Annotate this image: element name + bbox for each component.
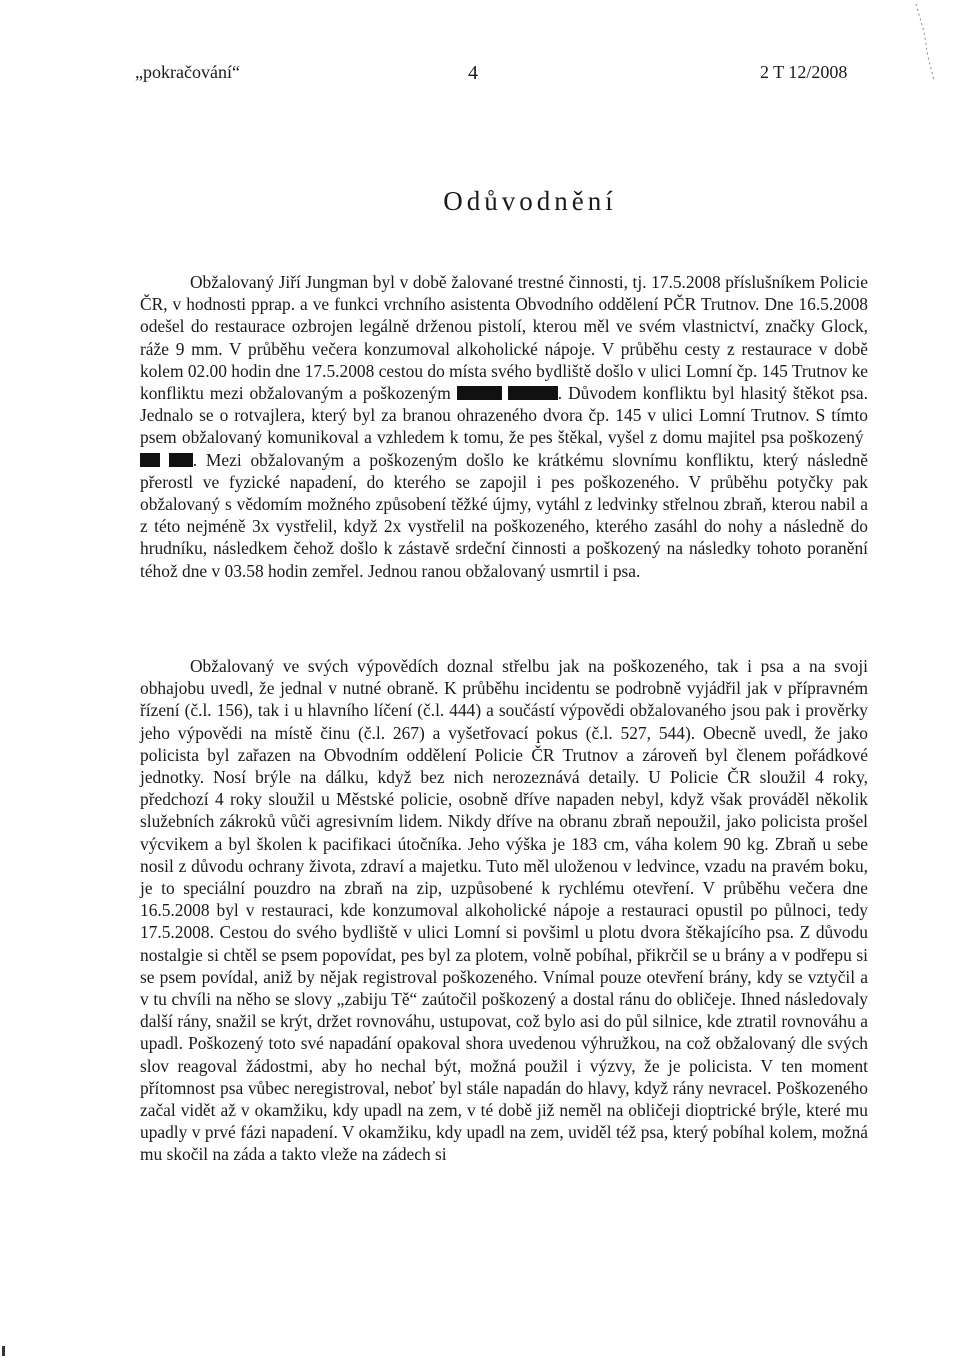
scan-corner-mark <box>914 2 936 82</box>
paragraph-facts-part1: Obžalovaný Jiří Jungman byl v době žalované trestné činnosti, tj. 17.5.2008 příslušníkem Policie ČR, v hodnosti pprap. a ve funkci vrchního asistenta Obvodního oddělení PČR Trutnov. Dne 16.5.2008 odešel do restaurace ozbrojen legálně drženou pistolí, kterou měl ve svém vlastnictví, značky Glock, ráže 9 mm. V průběhu večera konzumoval alkoholické nápoje. V průběhu cesty z restaurace v době kolem 02.00 hodin dne 17.5.2008 cestou do místa svého bydliště došlo v ulici Lomní čp. 145 Trutnov ke konfliktu mezi obžalovaným a poškozeným <box>140 272 868 404</box>
paragraph-facts-part2: . Důvodem konfliktu byl hlasitý štěkot psa. Jednalo se o rotvajlera, který byl za branou ohrazeného dvora čp. 145 v ulici Lomní Trutnov. S tímto psem obžalovaný komunikoval a vzhledem k tomu, že pes štěkal, vyšel z domu majitel psa poškozený <box>140 383 868 448</box>
paragraph-testimony-text: Obžalovaný ve svých výpovědích doznal střelbu jak na poškozeného, tak i psa a na svoji obhajobu uvedl, že jednal v nutné obraně. K průběhu incidentu se podrobně vyjádřil jak v přípravném řízení (č.l. 156), tak i u hlavního líčení (č.l. 444) a součástí výpovědi obžalovaného jsou pak i prověrky jeho výpovědi na místě činu (č.l. 267) a vyšetřovací pokus (č.l. 527, 544). Obecně uvedl, že jako policista byl zařazen na Obvodním oddělení Policie ČR Trutnov a zároveň byl členem pořádkové jednotky. Nosí brýle na dálku, když bez nich nerozeznává detaily. U Policie ČR sloužil 4 roky, předchozí 4 roky sloužil u Městské policie, osobně dříve napaden nebyl, když však prováděl několik služebních zákroků vůči agresivním lidem. Nikdy dříve na obranu zbraň nepoužil, jako policista prošel výcvikem a byl školen k pacifikaci útočníka. Jeho výška je 183 cm, váha kolem 90 kg. Zbraň u sebe nosil z důvodu ochrany života, zdraví a majetku. Tuto měl uloženou v ledvince, vzadu na pravém boku, je to speciální pouzdro na zbraň na zip, uzpůsobené k rychlému otevření. V průběhu večera dne 16.5.2008 byl v restauraci, kde konzumoval alkoholické nápoje a restauraci opustil po půlnoci, tedy 17.5.2008. Cestou do svého bydliště v ulici Lomní si povšiml u plotu dvora štěkajícího psa. Z důvodu nostalgie si chtěl se psem popovídat, pes byl za plotem, volně pobíhal, přikrčil se u brány a v podřepu si se psem povídal, aniž by nějak registroval poškozeného. Vnímal pouze otevření brány, kdy se vztyčil a v tu chvíli na něho se slovy „zabiju Tě“ zaútočil poškozený a dostal ránu do obličeje. Ihned následovaly další rány, snažil se krýt, držet rovnováhu, ustupovat, což bylo asi do půl silnice, kde ztratil rovnováhu a upadl. Poškozený toto své napadání opakoval shora uvedenou výhružkou, na což obžalovaný dle svých slov reagoval žádostmi, aby ho nechal být, možná použil i výzvy, že je policista. V ten moment přítomnost psa vůbec neregistroval, neboť byl stále napadán do hlavy, když rány nevracel. Poškozeného začal vidět až v okamžiku, kdy upadl na zem, v té době již neměl na obličeji dioptrické brýle, které mu upadly v prvé fázi napadení. V okamžiku, kdy upadl na zem, uviděl též psa, který pobíhal kolem, možná mu skočil na záda a takto vleže na zádech si <box>140 656 868 1165</box>
case-number: 2 T 12/2008 <box>760 62 848 82</box>
redaction-bar <box>508 386 558 400</box>
paragraph-facts-part3: . Mezi obžalovaným a poškozeným došlo ke krátkému slovnímu konfliktu, který následně přerostl ve fyzické napadení, do kterého se zapojil i pes poškozeného. V průběhu potyčky pak obžalovaný s vědomím možného způsobení těžké újmy, vytáhl z ledvinky střelnou zbraň, kterou nabil a z této nejméně 3x vystřelil, když 2x vystřelil na poškozeného, kterého zasáhl do nohy a následně do hrudníku, následkem čehož došlo k zástavě srdeční činnosti a poškozený na následky tohoto poranění téhož dne v 03.58 hodin zemřel. Jednou ranou obžalovaný usmrtil i psa. <box>140 449 868 581</box>
redaction-bar <box>169 453 193 467</box>
page-number: 4 <box>468 62 478 84</box>
paragraph-facts <box>140 271 868 582</box>
continuation-label: „pokračování“ <box>135 62 240 82</box>
redaction-bar <box>457 386 502 400</box>
scan-speck <box>2 1346 5 1356</box>
paragraph-testimony <box>140 655 868 1166</box>
section-title: Odůvodnění <box>443 186 617 216</box>
redaction-bar <box>140 453 160 467</box>
